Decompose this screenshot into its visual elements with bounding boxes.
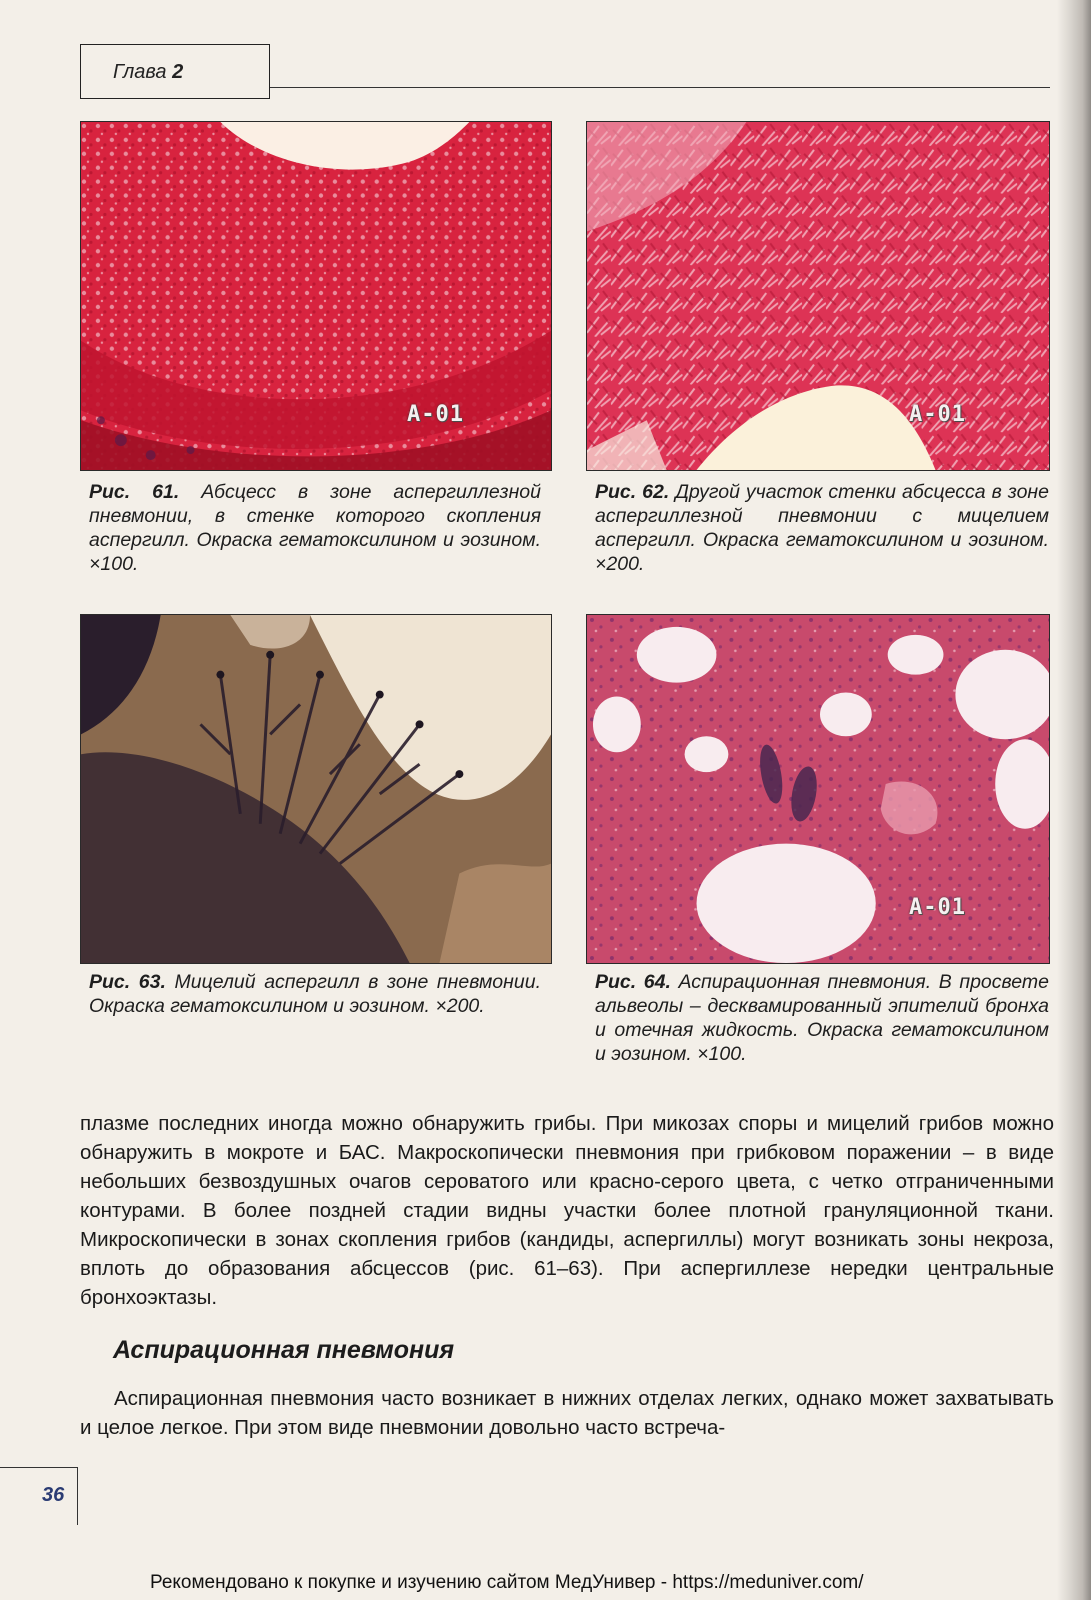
chapter-header-box [80, 44, 270, 99]
figure-63-caption [89, 970, 541, 1018]
figure-63-image [80, 614, 552, 964]
body-paragraph-2: Аспирационная пневмония часто возникает в нижних отделах легких, однако может захватывать и целое легкое. При этом виде пневмонии довольно часто встреча- [80, 1387, 1054, 1439]
figure-62-caption [595, 480, 1049, 576]
figure-64-caption [595, 970, 1049, 1066]
figure-63-caption-text: Мицелий аспергилл в зоне пневмонии. Окраска гематоксилином и эозином. ×200. [89, 971, 541, 1017]
page-number: 36 [42, 1484, 65, 1506]
figure-61-image [80, 121, 552, 471]
chapter-label: Глава 2 [113, 61, 184, 83]
section-title: Аспирационная пневмония [113, 1336, 455, 1364]
header-rule [270, 87, 1050, 88]
footer-note: Рекомендовано к покупке и изучению сайтом МедУнивер - https://meduniver.com/ [150, 1572, 864, 1593]
figure-62-image [586, 121, 1050, 471]
figure-61-caption-text: Абсцесс в зоне аспергиллезной пневмонии, в стенке которого скопления аспергилл. Окраска гематоксилином и эозином. ×100. [89, 481, 541, 575]
page-number-box [0, 1467, 78, 1525]
figure-64-image [586, 614, 1050, 964]
figure-61-caption [89, 480, 541, 576]
figure-62-caption-lead: Рис. 62. [595, 481, 670, 503]
chapter-number: 2 [172, 61, 184, 83]
body-paragraph-1: плазме последних иногда можно обнаружить грибы. При микозах споры и мицелий грибов можно обнаружить в мокроте и БАС. Макроскопически пневмония при грибковом поражении – в виде небольших безвоздушных очагов сероватого или красно-серого цвета, с четко отграниченными контурами. В более поздней стадии видны участки более плотной грануляционной ткани. Микроскопически в зонах скопления грибов (кандиды, аспергиллы) могут возникать зоны некроза, вплоть до образования абсцессов (рис. 61–63). При аспергиллезе нередки центральные бронхоэктазы. [80, 1112, 1054, 1309]
figure-64-stamp: A-01 [909, 895, 966, 920]
figure-62-stamp: A-01 [909, 402, 966, 427]
figure-64-caption-text: Аспирационная пневмония. В просвете альвеолы – десквамированный эпителий бронха и отечная жидкость. Окраска гематоксилином и эозином. ×100. [595, 971, 1049, 1065]
figure-63-caption-lead: Рис. 63. [89, 971, 166, 993]
figure-62-caption-text: Другой участок стенки абсцесса в зоне аспергиллезной пневмонии с мицелием аспергилл. Окраска гематоксилином и эозином. ×200. [595, 481, 1049, 575]
figure-61-stamp: A-01 [407, 402, 464, 427]
figure-61-caption-lead: Рис. 61. [89, 481, 180, 503]
figure-64-caption-lead: Рис. 64. [595, 971, 671, 993]
page-gutter-shadow [1057, 0, 1091, 1600]
